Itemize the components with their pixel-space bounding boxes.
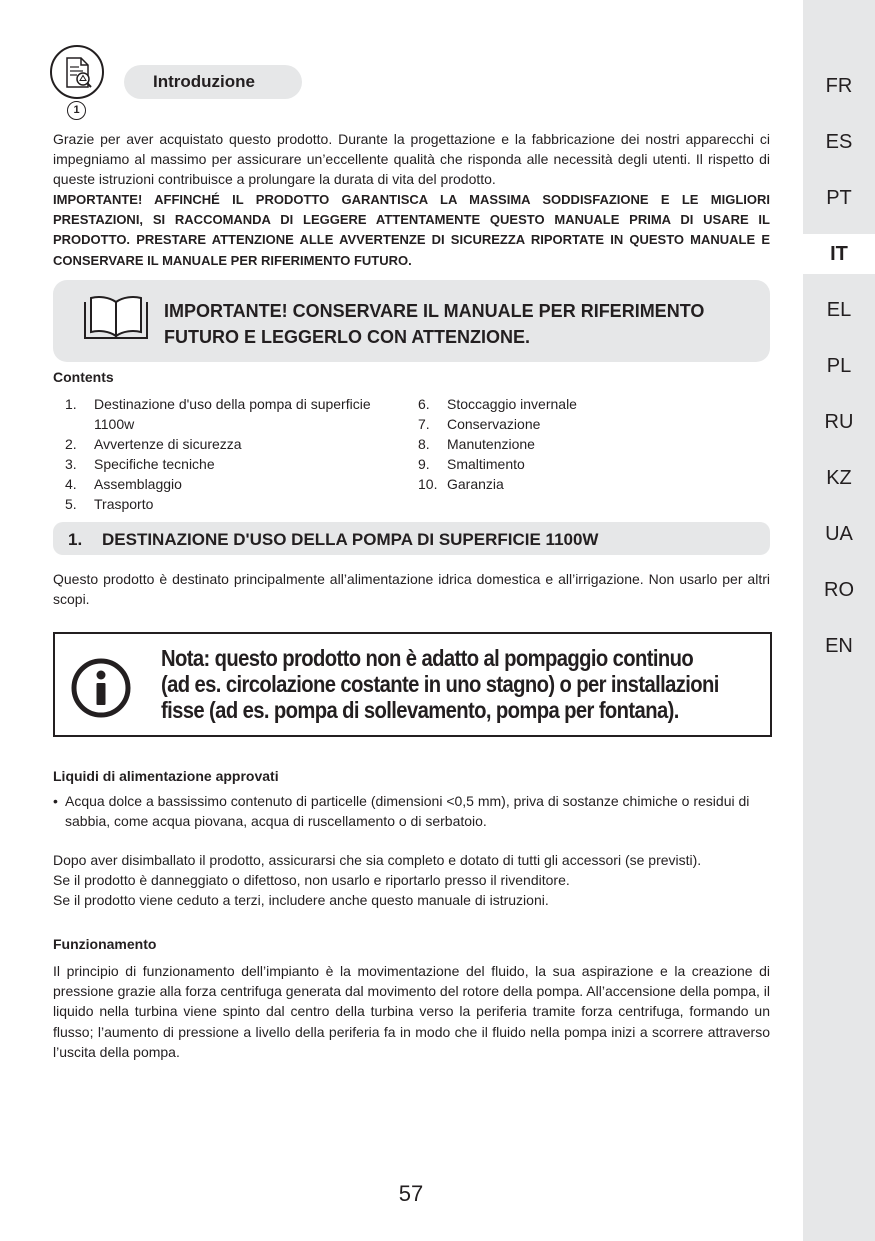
section-1-heading — [53, 522, 770, 555]
note-line-1: Nota: questo prodotto non è adatto al pompaggio continuo — [161, 645, 694, 671]
lang-tab-en[interactable]: EN — [825, 635, 853, 657]
important-callout — [53, 280, 770, 362]
lang-tab-el[interactable]: EL — [826, 299, 852, 321]
page-number: 57 — [398, 1181, 424, 1206]
lang-tab-it[interactable]: IT — [803, 234, 875, 274]
lang-tab-pl[interactable]: PL — [826, 355, 852, 377]
lang-tab-ru[interactable]: RU — [824, 411, 854, 433]
section-1-body: Questo prodotto è destinato principalmente all’alimentazione idrica domestica e all’irrigazione. Non usarlo per altri scopi. — [53, 571, 770, 608]
contents-item[interactable]: 8. Manutenzione — [418, 436, 535, 452]
intro-paragraph: Grazie per aver acquistato questo prodotto. Durante la progettazione e la fabbricazione dei nostri apparecchi ci impegniamo al massimo per assicurare un’eccellente qualità che risponda alle necessità degli utenti. Il rispetto di queste istruzioni contribuisce a prolungare la durata di vita del prodotto. — [53, 131, 770, 188]
liquids-bullet — [53, 791, 770, 831]
lang-tab-ua[interactable]: UA — [825, 523, 853, 545]
unpack-line-1: Dopo aver disimballato il prodotto, assicurarsi che sia completo e dotato di tutti gli accessori (se previsti). — [53, 852, 702, 868]
lang-tab-fr[interactable]: FR — [825, 75, 853, 97]
contents-item[interactable]: 5. Trasporto — [65, 496, 154, 512]
operation-body: Il principio di funzionamento dell’impianto è la movimentazione del fluido, la sua aspirazione e la creazione di pressione grazie alla forza centrifuga generata dal movimento del rotore della pompa. All’accensione della pompa, il liquido nella turbina viene spinto dal centro della turbina verso la periferia tramite forza centrifuga, formando un flusso; l’aumento di pressione a livello della periferia fa in modo che il fluido nella pompa inizi a scorrere attraverso l’uscita della pompa. — [53, 963, 770, 1060]
language-sidebar — [803, 0, 875, 1241]
liquids-title: Liquidi di alimentazione approvati — [53, 768, 279, 784]
note-line-3: fisse (ad es. pompa di sollevamento, pompa per fontana). — [161, 697, 679, 723]
unpack-line-2: Se il prodotto è danneggiato o difettoso, non usarlo e riportarlo presso il rivenditore. — [53, 872, 570, 889]
important-callout-text — [164, 298, 744, 350]
operation-title: Funzionamento — [53, 936, 157, 952]
note-callout — [53, 632, 772, 737]
note-text — [161, 645, 719, 723]
contents-list-right — [418, 394, 718, 494]
contents-item[interactable]: 7. Conservazione — [418, 416, 541, 432]
intro-title: Introduzione — [124, 65, 302, 99]
bullet-dot: • — [53, 793, 58, 809]
lang-tab-pt[interactable]: PT — [826, 187, 852, 209]
unpack-paragraph — [53, 850, 770, 911]
contents-item[interactable]: 2. Avvertenze di sicurezza — [65, 436, 242, 452]
info-icon — [71, 658, 131, 718]
section-1-number: 1. — [68, 530, 83, 549]
contents-item[interactable]: 10. Garanzia — [418, 476, 504, 492]
important-callout-line-2: FUTURO E LEGGERLO CON ATTENZIONE. — [164, 327, 530, 347]
lang-tab-ro[interactable]: RO — [824, 579, 854, 601]
intro-number-badge: 1 — [67, 101, 86, 120]
contents-item[interactable]: 3. Specifiche tecniche — [65, 456, 215, 472]
document-warning-icon — [50, 45, 104, 99]
contents-title: Contents — [53, 369, 114, 385]
contents-list-left — [65, 394, 410, 514]
contents-item[interactable]: 6. Stoccaggio invernale — [418, 396, 577, 412]
section-1-title: DESTINAZIONE D'USO DELLA POMPA DI SUPERFICIE 1100W — [102, 530, 599, 549]
lang-tab-es[interactable]: ES — [825, 131, 853, 153]
intro-important-paragraph: IMPORTANTE! AFFINCHÉ IL PRODOTTO GARANTISCA LA MASSIMA SODDISFAZIONE E LE MIGLIORI PRESTAZIONI, SI RACCOMANDA DI LEGGERE ATTENTAMENTE QUESTO MANUALE PRIMA DI USARE IL PRODOTTO. PRESTARE ATTENZIONE ALLE AVVERTENZE DI SICUREZZA RIPORTATE IN QUESTO MANUALE E CONSERVARE IL MANUALE PER RIFERIMENTO FUTURO. — [53, 192, 770, 268]
open-book-icon — [81, 294, 151, 344]
liquids-bullet-text: Acqua dolce a bassissimo contenuto di particelle (dimensioni <0,5 mm), priva di sostanze chimiche o residui di sabbia, come acqua piovana, acqua di ruscellamento o di serbatoio. — [65, 793, 750, 830]
contents-item[interactable]: 9. Smaltimento — [418, 456, 525, 472]
unpack-line-3: Se il prodotto viene ceduto a terzi, includere anche questo manuale di istruzioni. — [53, 892, 549, 909]
contents-item[interactable]: 4. Assemblaggio — [65, 476, 182, 492]
note-line-2: (ad es. circolazione costante in uno stagno) o per installazioni — [161, 671, 719, 697]
lang-tab-kz[interactable]: KZ — [826, 467, 852, 489]
important-callout-line-1: IMPORTANTE! CONSERVARE IL MANUALE PER RIFERIMENTO — [164, 301, 705, 321]
contents-item[interactable]: 1. Destinazione d'uso della pompa di superficie 1100w — [65, 396, 371, 432]
